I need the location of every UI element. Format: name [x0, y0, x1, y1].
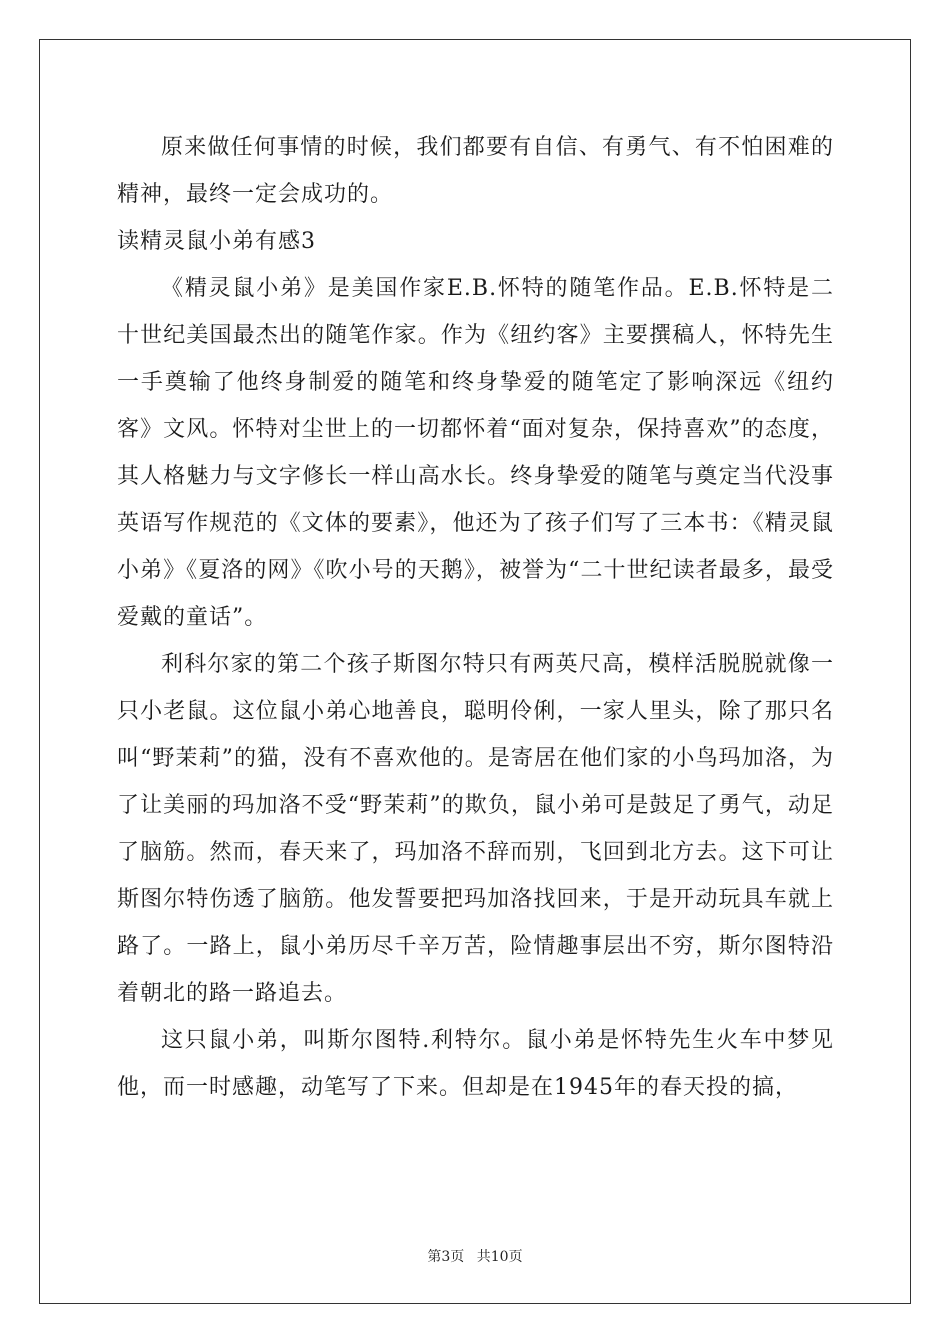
- paragraph-story-summary: 利科尔家的第二个孩子斯图尔特只有两英尺高，模样活脱脱就像一只小老鼠。这位鼠小弟心地善良，聪明伶俐，一家人里头，除了那只名叫“野茉莉”的猫，没有不喜欢他的。是寄居在他们家的小鸟玛加洛，为了让美丽的玛加洛不受“野茉莉”的欺负，鼠小弟可是鼓足了勇气，动足了脑筋。然而，春天来了，玛加洛不辞而别，飞回到北方去。这下可让斯图尔特伤透了脑筋。他发誓要把玛加洛找回来，于是开动玩具车就上路了。一路上，鼠小弟历尽千辛万苦，险情趣事层出不穷，斯尔图特沿着朝北的路一路追去。: [117, 652, 834, 1006]
- page-number: 第3页: [427, 1249, 465, 1265]
- document-body: [117, 124, 834, 1111]
- paragraph-intro-conclusion: 原来做任何事情的时候，我们都要有自信、有勇气、有不怕困难的精神，最终一定会成功的。: [117, 135, 834, 207]
- page-total: 共10页: [476, 1249, 523, 1265]
- page-footer: [0, 1246, 950, 1266]
- paragraph-author-intro: 《精灵鼠小弟》是美国作家E.B.怀特的随笔作品。E.B.怀特是二十世纪美国最杰出的随笔作家。作为《纽约客》主要撰稿人，怀特先生一手奠输了他终身制爱的随笔和终身挚爱的随笔定了影响深远《纽约客》文风。怀特对尘世上的一切都怀着“面对复杂，保持喜欢”的态度，其人格魅力与文字修长一样山高水长。终身挚爱的随笔与奠定当代没事英语写作规范的《文体的要素》，他还为了孩子们写了三本书：《精灵鼠小弟》《夏洛的网》《吹小号的天鹅》，被誉为“二十世纪读者最多，最受爱戴的童话”。: [117, 276, 834, 630]
- paragraph-origin: 这只鼠小弟，叫斯尔图特.利特尔。鼠小弟是怀特先生火车中梦见他，而一时感趣，动笔写了下来。但却是在1945年的春天投的搞，: [117, 1028, 834, 1100]
- section-heading: 读精灵鼠小弟有感3: [117, 229, 316, 254]
